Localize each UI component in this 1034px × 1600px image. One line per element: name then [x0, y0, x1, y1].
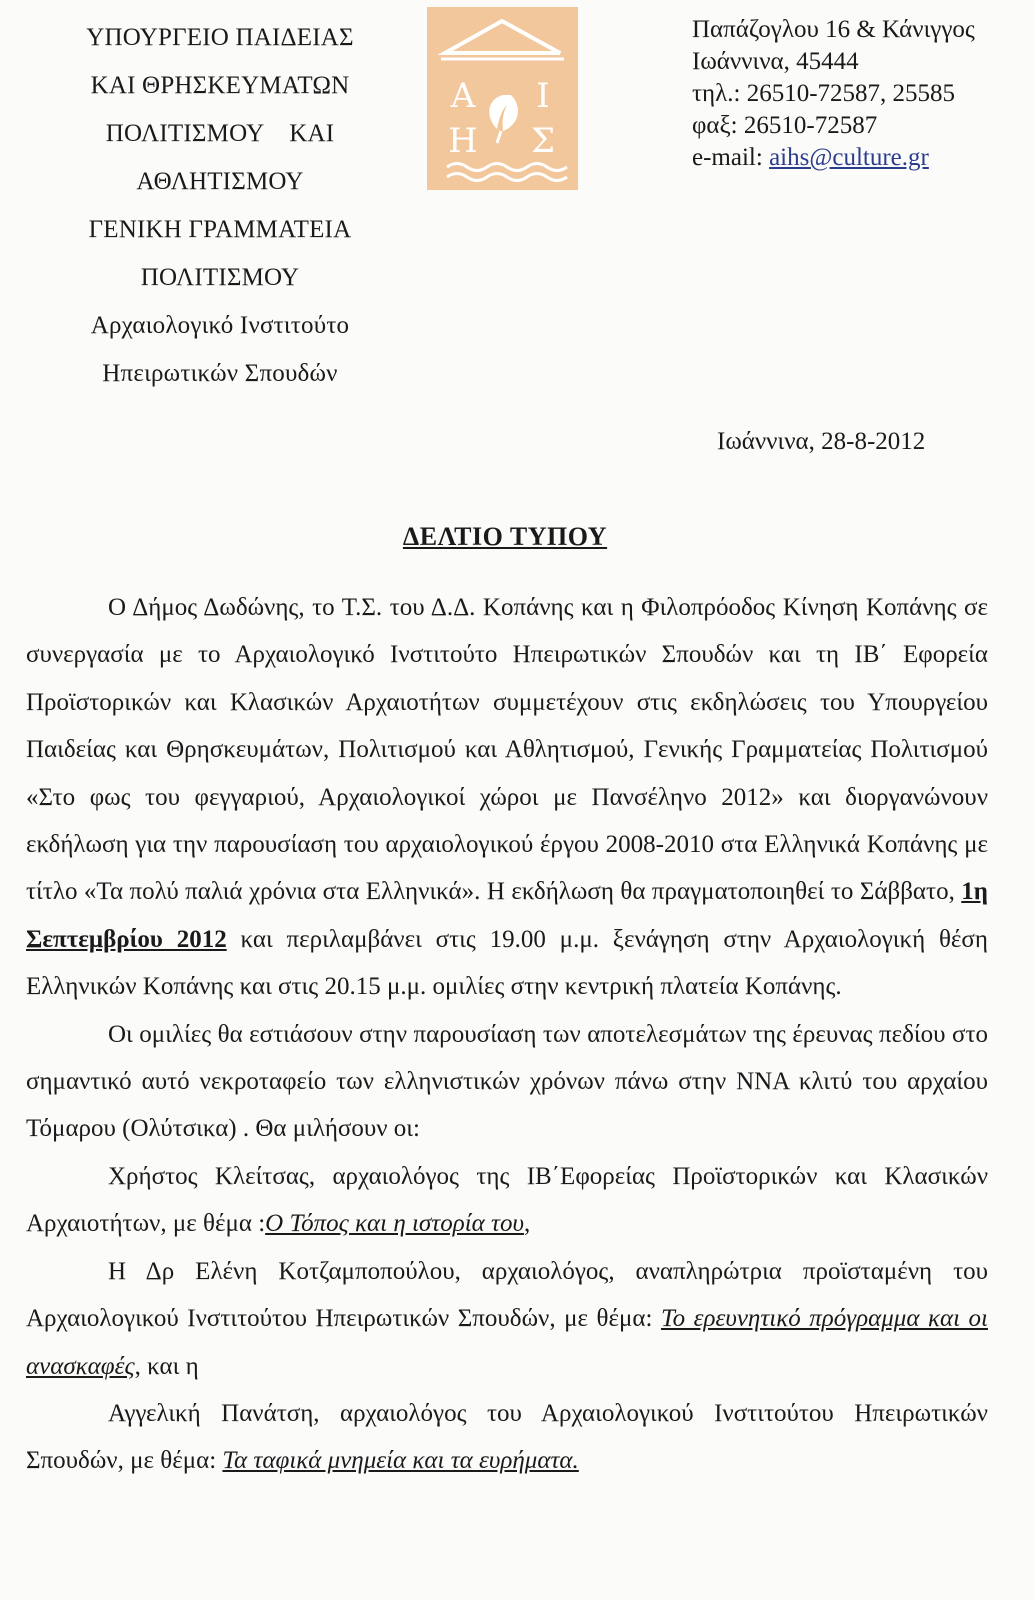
issuing-authority: [40, 14, 400, 398]
authority-line: Αρχαιολογικό Ινστιτούτο: [90, 312, 350, 339]
authority-line: Ηπειρωτικών Σπουδών: [102, 360, 338, 387]
authority-line: ΚΑΙ ΘΡΗΣΚΕΥΜΑΤΩΝ: [90, 72, 350, 99]
authority-line: ΠΟΛΙΤΙΣΜΟΥ: [140, 264, 300, 291]
authority-line: ΥΠΟΥΡΓΕΙΟ ΠΑΙΔΕΙΑΣ: [86, 24, 354, 51]
paragraph-text: Ο Δήμος Δωδώνης, το Τ.Σ. του Δ.Δ. Κοπάνης και η Φιλοπρόοδος Κίνηση Κοπάνης σε συνεργασία με το Αρχαιολογικό Ινστιτούτο Ηπειρωτικών Σπουδών και τη ΙΒ΄ Εφορεία Προϊστορικών και Κλασικών Αρχαιοτήτων συμμετέχουν στις εκδηλώσεις του Υπουργείου Παιδείας και Θρησκευμάτων, Πολιτισμού και Αθλητισμού, Γενικής Γραμματείας Πολιτισμού «Στο φως του φεγγαριού, Αρχαιολογικοί χώροι με Πανσέληνο 2012» και διοργανώνουν εκδήλωση για την παρουσίαση του αρχαιολογικού έργου 2008-2010 στα Ελληνικά Κοπάνης με τίτλο «Τα πολύ παλιά χρόνια στα Ελληνικά». Η εκδήλωση θα πραγματοποιηθεί το Σάββατο,: [26, 594, 988, 906]
authority-line: ΠΟΛΙΤΙΣΜΟΥ ΚΑΙ: [105, 120, 335, 147]
paragraph: [26, 1248, 988, 1390]
paragraph-text: Αγγελική Πανάτση, αρχαιολόγος του Αρχαιολογικού Ινστιτούτου Ηπειρωτικών Σπουδών, με θέμα:: [26, 1399, 988, 1475]
document-date: Ιωάννινα, 28-8-2012: [717, 428, 926, 455]
talk-topic: Ο Τόπος και η ιστορία του: [265, 1210, 524, 1238]
paragraph-text: Οι ομιλίες θα εστιάσουν στην παρουσίαση των αποτελεσμάτων της έρευνας πεδίου στο σημαντικό αυτό νεκροταφείο των ελληνιστικών χρόνων πάνω στην ΝΝΑ κλιτύ του αρχαίου Τόμαρου (Ολύτσικα) . Θα μιλήσουν οι:: [26, 1020, 988, 1143]
paragraph-text: Χρήστος Κλείτσας, αρχαιολόγος της ΙΒ΄Εφορείας Προϊστορικών και Κλασικών Αρχαιοτήτων, με θέμα :: [26, 1162, 988, 1238]
paragraph-text: και περιλαμβάνει στις 19.00 μ.μ. ξενάγηση στην Αρχαιολογική θέση Ελληνικών Κοπάνης και στις 20.15 μ.μ. ομιλίες στην κεντρική πλατεία Κοπάνης.: [26, 925, 988, 1001]
contact-email-link[interactable]: aihs@culture.gr: [769, 144, 929, 171]
document-title: ΔΕΛΤΙΟ ΤΥΠΟΥ: [402, 522, 608, 551]
temple-leaf-logo-icon: [427, 7, 578, 190]
event-date: 1η Σεπτεμβρίου 2012: [26, 878, 988, 953]
document-body: [26, 584, 988, 1485]
logo-letter: Η: [448, 121, 478, 161]
paragraph-text: , και η: [134, 1352, 199, 1380]
paragraph: [26, 1153, 988, 1248]
contact-email-label: e-mail:: [692, 144, 770, 171]
logo-letter: Σ: [530, 121, 556, 161]
paragraph-text: ,: [523, 1210, 531, 1238]
paragraph: [26, 584, 988, 1011]
contact-email-row: [692, 142, 1022, 174]
contact-address: Παπάζογλου 16 & Κάνιγγος: [692, 16, 975, 43]
logo-graphic: [427, 7, 578, 190]
contact-phone: τηλ.: 26510-72587, 25585: [692, 80, 956, 107]
logo-letter: Α: [450, 76, 476, 116]
talk-topic: Τα ταφικά μνημεία και τα ευρήματα.: [222, 1447, 579, 1475]
authority-line: ΓΕΝΙΚΗ ΓΡΑΜΜΑΤΕΙΑ: [88, 216, 352, 243]
logo-letter: Ι: [536, 76, 550, 116]
paragraph-text: Η Δρ Ελένη Κοτζαμποπούλου, αρχαιολόγος, αναπληρώτρια προϊσταμένη του Αρχαιολογικού Ινστιτούτου Ηπειρωτικών Σπουδών, με θέμα:: [26, 1257, 988, 1333]
contact-city: Ιωάννινα, 45444: [692, 48, 859, 75]
authority-line: ΑΘΛΗΤΙΣΜΟΥ: [136, 168, 304, 195]
talk-topic: Το ερευνητικό πρόγραμμα και οι ανασκαφές: [26, 1305, 988, 1380]
leaf-icon: [489, 95, 518, 143]
contact-fax: φαξ: 26510-72587: [692, 112, 878, 139]
contact-block: [692, 14, 1022, 174]
paragraph: [26, 1390, 988, 1485]
paragraph: [26, 1011, 988, 1153]
